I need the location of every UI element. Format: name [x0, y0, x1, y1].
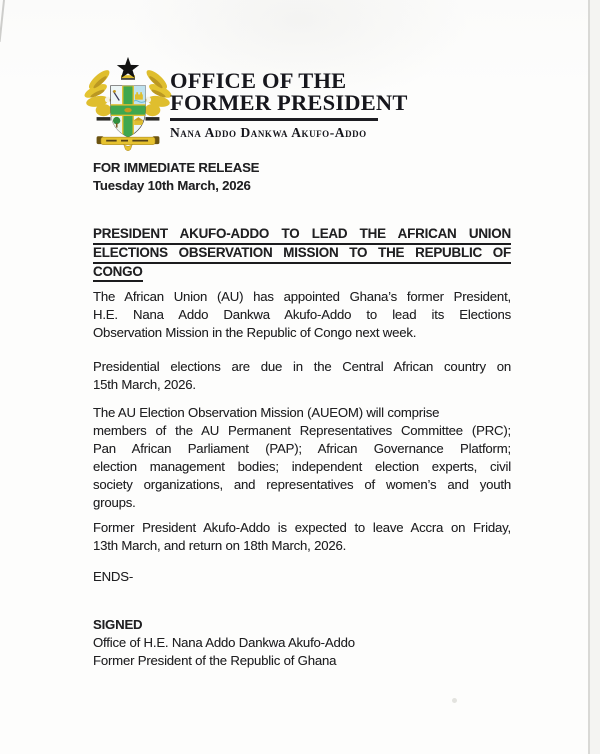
headline-line: ELECTIONS OBSERVATION MISSION TO THE REPUBLIC OF	[93, 245, 511, 264]
body-line: The AU Election Observation Mission (AUEOM) will comprise	[93, 405, 440, 420]
office-title-line1: OFFICE OF THE	[170, 68, 347, 93]
paragraph-3	[93, 404, 511, 512]
eagle-right	[143, 67, 172, 120]
headline-line	[93, 264, 511, 283]
body-line: election management bodies; independent election experts, civil	[93, 459, 511, 474]
body-line: The African Union (AU) has appointed Ghana’s former President,	[93, 289, 511, 304]
signature-office: Office of H.E. Nana Addo Dankwa Akufo-Addo	[93, 635, 355, 650]
body-line: H.E. Nana Addo Dankwa Akufo-Addo to lead its Elections	[93, 307, 511, 322]
signature-title: Former President of the Republic of Ghana	[93, 653, 337, 668]
coat-of-arms-logo	[84, 56, 172, 152]
body-line: society organizations, and representatives of women’s and youth	[93, 477, 511, 492]
body-line: Observation Mission in the Republic of Congo next week.	[93, 325, 417, 340]
eagle-left	[84, 67, 113, 120]
paragraph-2	[93, 358, 511, 394]
ends-marker: ENDS-	[93, 569, 134, 584]
release-date: Tuesday 10th March, 2026	[93, 178, 251, 193]
paragraph-1	[93, 288, 511, 342]
body-line: Former President Akufo-Addo is expected to leave Accra on Friday,	[93, 520, 511, 535]
release-label: FOR IMMEDIATE RELEASE	[93, 160, 260, 175]
office-title-line2: FORMER PRESIDENT	[170, 89, 408, 115]
scan-edge-strip	[590, 0, 600, 754]
black-star	[117, 57, 139, 78]
body-line: groups.	[93, 495, 136, 510]
motto-scroll	[97, 136, 160, 150]
paragraph-4	[93, 519, 511, 555]
body-line: 15th March, 2026.	[93, 377, 196, 392]
scan-speck	[452, 698, 457, 703]
body-line: Presidential elections are due in the Central African country on	[93, 359, 511, 374]
body-line: 13th March, and return on 18th March, 2026.	[93, 538, 347, 553]
body-line: Pan African Parliament (PAP); African Governance Platform;	[93, 441, 511, 456]
body-line: members of the AU Permanent Representatives Committee (PRC);	[93, 423, 511, 438]
letterhead-name: Nana Addo Dankwa Akufo-Addo	[170, 124, 367, 140]
shield	[109, 86, 147, 138]
letterhead-divider	[170, 118, 378, 121]
headline	[93, 226, 511, 283]
release-info	[93, 159, 511, 195]
scan-corner-artifact	[0, 0, 5, 42]
signed-label: SIGNED	[93, 617, 143, 632]
headline-word: CONGO	[93, 264, 143, 282]
headline-line: PRESIDENT AKUFO-ADDO TO LEAD THE AFRICAN UNION	[93, 226, 511, 245]
letterhead	[170, 70, 410, 141]
scan-edge-line	[588, 0, 590, 754]
